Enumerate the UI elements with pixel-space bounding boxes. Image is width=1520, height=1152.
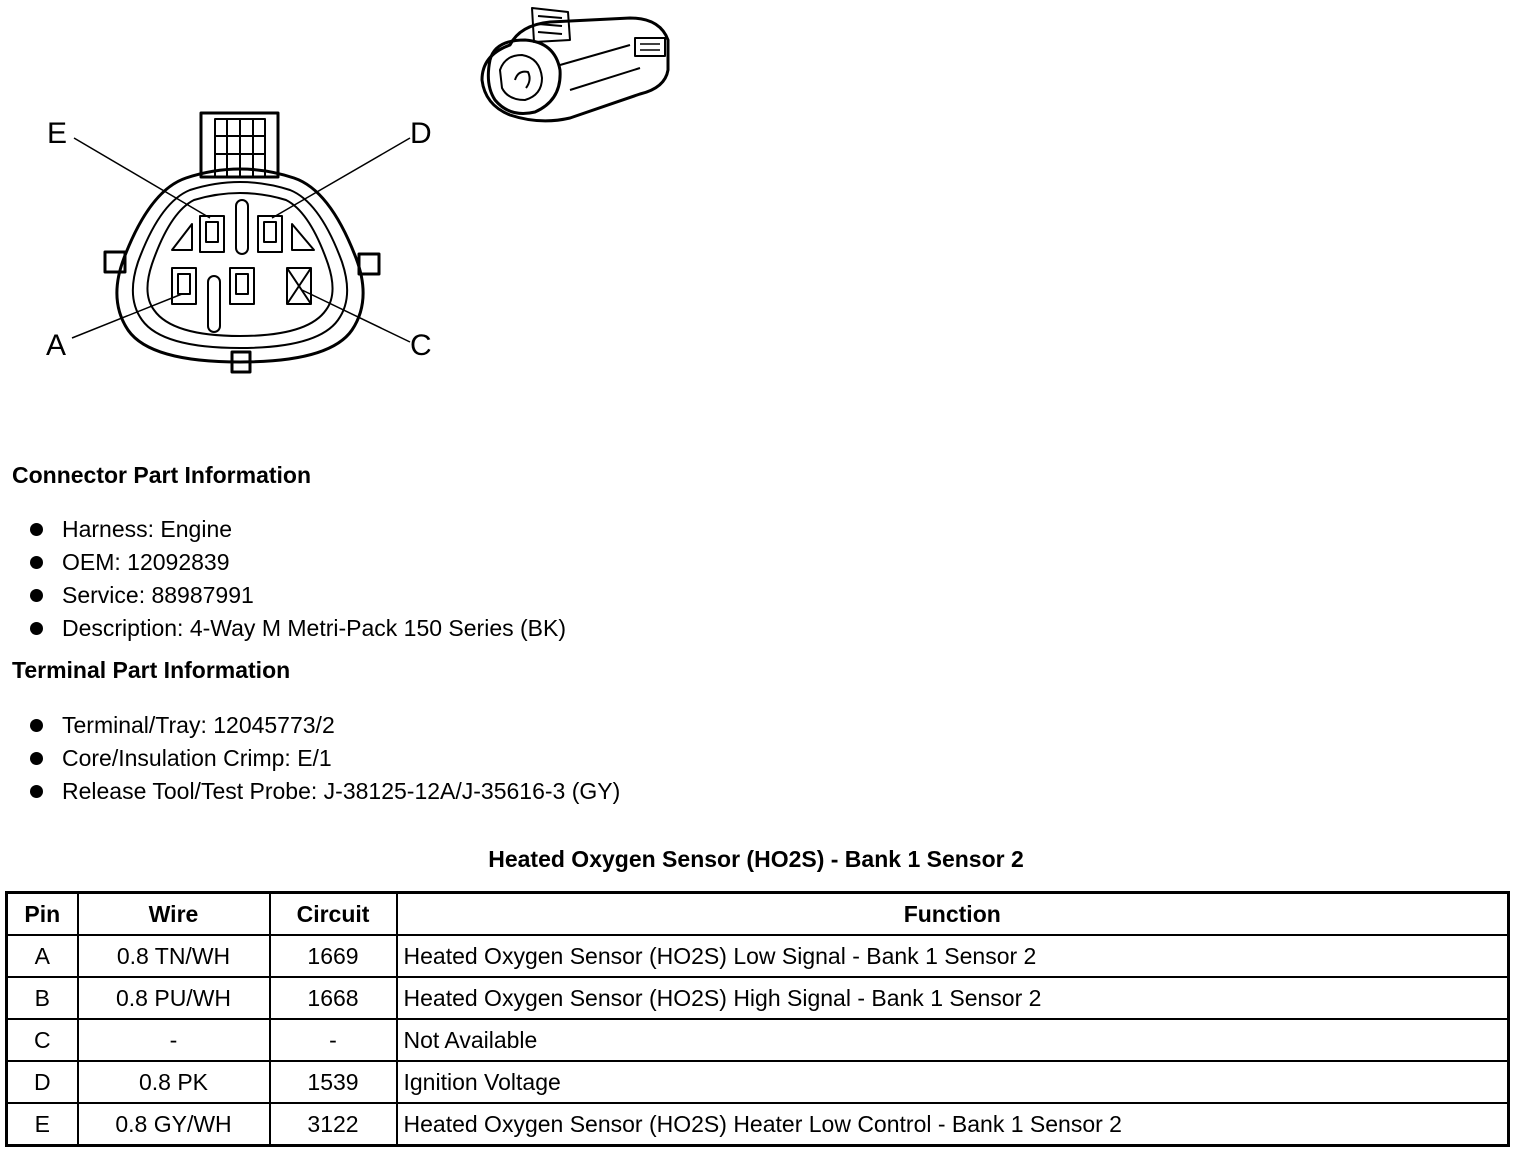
bullet-icon bbox=[30, 523, 43, 536]
list-item: Service: 88987991 bbox=[28, 579, 566, 612]
cell-wire: 0.8 TN/WH bbox=[78, 935, 270, 977]
list-item: Terminal/Tray: 12045773/2 bbox=[28, 709, 620, 742]
bullet-icon bbox=[30, 719, 43, 732]
pin-table bbox=[5, 891, 1510, 1147]
cell-circuit: 1669 bbox=[270, 935, 397, 977]
cavity-a bbox=[172, 268, 196, 304]
housing-inner bbox=[147, 193, 332, 336]
table-row bbox=[7, 1061, 1509, 1103]
locking-tab bbox=[201, 113, 278, 177]
connector-3d-illustration bbox=[470, 0, 680, 135]
cell-function: Heated Oxygen Sensor (HO2S) Low Signal - Bank 1 Sensor 2 bbox=[397, 935, 1509, 977]
cell-function: Heated Oxygen Sensor (HO2S) High Signal - Bank 1 Sensor 2 bbox=[397, 977, 1509, 1019]
list-item: Description: 4-Way M Metri-Pack 150 Series (BK) bbox=[28, 612, 566, 645]
pin-label-c: C bbox=[410, 329, 432, 362]
cell-function: Not Available bbox=[397, 1019, 1509, 1061]
table-row bbox=[7, 935, 1509, 977]
connector-info-title: Connector Part Information bbox=[12, 462, 312, 488]
cell-wire: 0.8 GY/WH bbox=[78, 1103, 270, 1146]
table-row bbox=[7, 1103, 1509, 1146]
housing-outer bbox=[117, 169, 363, 362]
terminal-info-title: Terminal Part Information bbox=[12, 657, 291, 683]
table-title: Heated Oxygen Sensor (HO2S) - Bank 1 Sensor 2 bbox=[488, 846, 1024, 872]
table-row bbox=[7, 1019, 1509, 1061]
bullet-icon bbox=[30, 752, 43, 765]
list-item: Core/Insulation Crimp: E/1 bbox=[28, 742, 620, 775]
header-wire: Wire bbox=[78, 893, 270, 936]
connector-info-list bbox=[28, 513, 566, 645]
key-right bbox=[292, 224, 314, 250]
cell-pin: D bbox=[7, 1061, 78, 1103]
cell-pin: B bbox=[7, 977, 78, 1019]
cavity-b bbox=[230, 268, 254, 304]
pin-label-d: D bbox=[410, 117, 432, 150]
cell-pin: E bbox=[7, 1103, 78, 1146]
pin-label-a: A bbox=[46, 329, 67, 362]
leader-c bbox=[302, 290, 410, 342]
list-item: Release Tool/Test Probe: J-38125-12A/J-35616-3 (GY) bbox=[28, 775, 620, 808]
cell-wire: - bbox=[78, 1019, 270, 1061]
list-item: Harness: Engine bbox=[28, 513, 566, 546]
leader-a bbox=[72, 294, 182, 338]
side-ear-right bbox=[359, 254, 379, 274]
key-left bbox=[172, 224, 192, 250]
list-item: OEM: 12092839 bbox=[28, 546, 566, 579]
bullet-icon bbox=[30, 556, 43, 569]
housing-middle bbox=[133, 182, 347, 348]
header-pin: Pin bbox=[7, 893, 78, 936]
terminal-info-list bbox=[28, 709, 620, 808]
table-row bbox=[7, 977, 1509, 1019]
cell-circuit: 1668 bbox=[270, 977, 397, 1019]
connector-face-diagram bbox=[0, 0, 460, 400]
header-circuit: Circuit bbox=[270, 893, 397, 936]
bullet-icon bbox=[30, 589, 43, 602]
cell-wire: 0.8 PK bbox=[78, 1061, 270, 1103]
cell-pin: A bbox=[7, 935, 78, 977]
cell-circuit: - bbox=[270, 1019, 397, 1061]
center-rib-bottom bbox=[208, 276, 220, 332]
bullet-icon bbox=[30, 785, 43, 798]
table-header-row bbox=[7, 893, 1509, 936]
center-rib-top bbox=[236, 200, 248, 254]
cell-wire: 0.8 PU/WH bbox=[78, 977, 270, 1019]
pin-label-e: E bbox=[47, 117, 68, 150]
cavity-d bbox=[258, 216, 282, 252]
cavity-c-empty bbox=[287, 268, 311, 304]
cavity-e bbox=[200, 216, 224, 252]
cell-function: Heated Oxygen Sensor (HO2S) Heater Low Control - Bank 1 Sensor 2 bbox=[397, 1103, 1509, 1146]
cell-circuit: 1539 bbox=[270, 1061, 397, 1103]
cell-function: Ignition Voltage bbox=[397, 1061, 1509, 1103]
cell-pin: C bbox=[7, 1019, 78, 1061]
header-function: Function bbox=[397, 893, 1509, 936]
bullet-icon bbox=[30, 622, 43, 635]
cell-circuit: 3122 bbox=[270, 1103, 397, 1146]
